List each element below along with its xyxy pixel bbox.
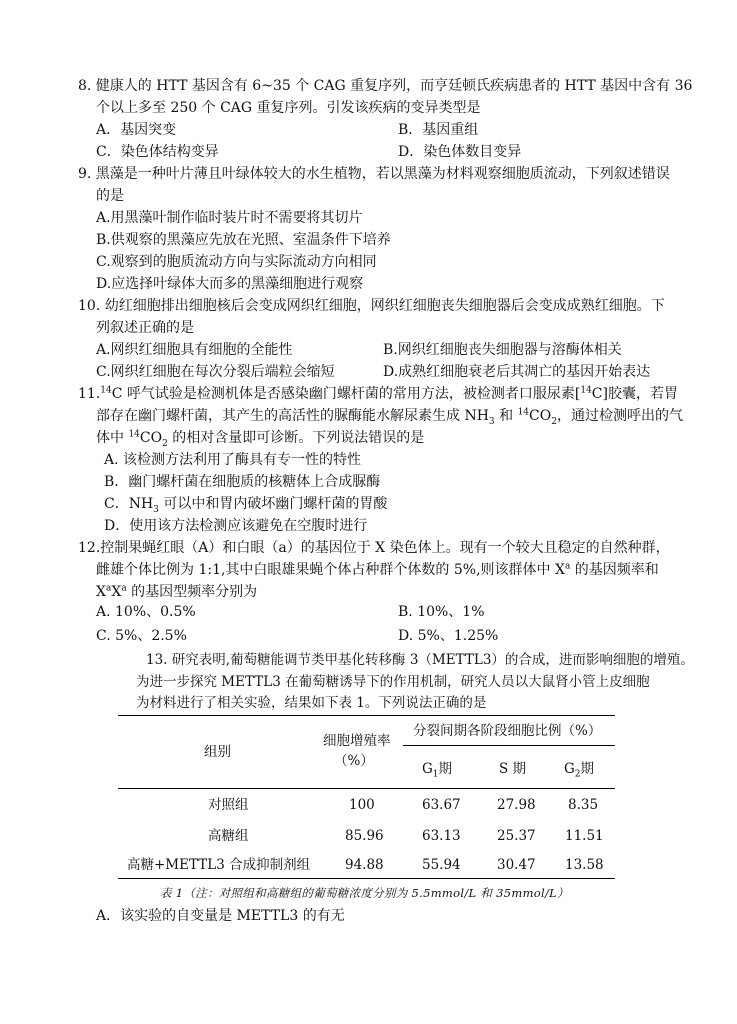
q11-option-b: B．幽门螺杆菌在细胞质的核糖体上合成脲酶 [104,474,381,490]
q13-stem-line1: 13. 研究表明,葡萄糖能调节类甲基化转移酶 3（METTL3）的合成，进而影响细胞的增殖。 [146,652,694,668]
q10-option-d: D.成熟红细胞衰老后其凋亡的基因开始表达 [383,364,651,380]
q12-option-c: C. 5%、2.5% [96,628,187,644]
q11-stem-text: ，通过检测呼出的气 [556,408,683,424]
row-inhibitor-g1: 55.94 [422,857,461,873]
row-control-group: 对照组 [208,797,249,813]
header-g2-suffix: 期 [580,761,595,777]
q9-option-a: A.用黑藻叶制作临时装片时不需要将其切片 [96,210,363,226]
q8-stem-line2: 个以上多至 250 个 CAG 重复序列。引发该疾病的变异类型是 [96,100,481,116]
q8-option-c: C．染色体结构变异 [96,144,219,160]
q12-stem-line2 [96,560,659,580]
subscript: 1 [432,769,439,780]
q12-stem-text: 雌雄个体比例为 1:1,其中白眼雄果蝇个体占种群个体数的 5%,则该群体中 X [96,562,565,578]
q11-stem-text: 体中 [96,430,129,446]
isotope-superscript: 14 [100,385,112,396]
q11-option-d: D．使用该方法检测应该避免在空腹时进行 [104,518,368,534]
allele-superscript: a [121,583,127,594]
q11-stem-line2 [96,406,683,426]
q11-option-c-text: 可以中和胃内破坏幽门螺杆菌的胃酸 [158,496,388,512]
q12-stem-text: X [111,584,122,600]
header-g2-letter: G [564,761,575,777]
header-rate: 细胞增殖率 [323,733,391,749]
q9-option-b: B.供观察的黑藻应先放在光照、室温条件下培养 [96,232,391,248]
q11-stem-text: 和 [494,408,518,424]
header-rate-unit: （%） [334,753,374,769]
allele-superscript: a [105,583,112,594]
q9-stem-line2: 的是 [96,188,124,204]
isotope-superscript: 14 [517,407,530,418]
q11-stem-text: CO [139,430,163,446]
q12-option-b: B. 10%、1% [398,604,485,620]
row-inhibitor-g2: 13.58 [565,857,604,873]
row-inhibitor-s: 30.47 [497,857,536,873]
subscript: 3 [153,504,159,515]
q9-option-c: C.观察到的胞质流动方向与实际流动方向相同 [96,254,377,270]
header-g1-letter: G [422,761,433,777]
row-control-g1: 63.67 [422,797,461,813]
row-highsugar-rate: 85.96 [345,828,384,844]
q11-stem-text: 部存在幽门螺杆菌，其产生的高活性的脲酶能水解尿素生成 NH [96,408,489,424]
header-group: 组别 [204,744,231,760]
q12-stem-line1: 12.控制果蝇红眼（A）和白眼（a）的基因位于 X 染色体上。现有一个较大且稳定的自然种群， [78,540,670,556]
header-g2 [564,760,594,778]
row-highsugar-group: 高糖组 [208,828,249,844]
q11-number: 11. [78,386,101,402]
isotope-superscript: 14 [580,385,592,396]
table-caption: 表 1（注：对照组和高糖组的葡萄糖浓度分别为 5.5mmol/L 和 35mmol/L） [160,886,569,900]
q8-stem-line1: 8. 健康人的 HTT 基因含有 6~35 个 CAG 重复序列，而亨廷顿氏疾病患者的 HTT 基因中含有 36 [78,78,693,94]
q9-stem-line1: 9. 黑藻是一种叶片薄且叶绿体较大的水生植物，若以黑藻为材料观察细胞质流动，下列叙述错误 [78,166,670,182]
subscript: 3 [488,416,495,427]
row-control-s: 27.98 [497,797,536,813]
q13-stem-line3: 为材料进行了相关实验，结果如下表 1。下列说法正确的是 [136,695,487,711]
q8-option-d: D．染色体数目变异 [398,144,522,160]
q12-option-d: D. 5%、1.25% [398,628,499,644]
header-phase: 分裂间期各阶段细胞比例（%） [413,723,602,739]
q10-option-a: A.网织红细胞具有细胞的全能性 [96,342,293,358]
header-s: S 期 [499,761,527,777]
table-bottom-rule [118,878,615,879]
q11-stem-line3 [96,428,424,448]
q11-option-c [104,494,387,514]
q11-stem-line1 [78,384,678,404]
q11-stem-text: C]胶囊，若胃 [591,386,678,402]
row-highsugar-g2: 11.51 [565,828,604,844]
q10-option-b: B.网织红细胞丧失细胞器与溶酶体相关 [383,342,622,358]
row-highsugar-g1: 63.13 [422,828,461,844]
table-top-rule [118,715,615,716]
allele-superscript: a [564,561,571,572]
subscript: 2 [574,769,581,780]
q11-option-c-text: C．NH [104,496,154,512]
q10-stem-line2: 列叙述正确的是 [96,320,194,336]
q10-option-c: C.网织红细胞在每次分裂后端粒会缩短 [96,364,335,380]
row-control-rate: 100 [349,797,375,813]
q9-option-d: D.应选择叶绿体大而多的黑藻细胞进行观察 [96,276,364,292]
table-phase-rule [403,745,615,746]
q12-option-a: A. 10%、0.5% [96,604,196,620]
row-inhibitor-group: 高糖+METTL3 合成抑制剂组 [127,857,311,873]
header-g1-suffix: 期 [438,761,453,777]
header-g1 [422,760,452,778]
q11-stem-text: C 呼气试验是检测机体是否感染幽门螺杆菌的常用方法，被检测者口服尿素[ [111,386,581,402]
q12-stem-text: X [96,584,106,600]
row-inhibitor-rate: 94.88 [345,857,384,873]
row-control-g2: 8.35 [568,797,599,813]
q8-option-b: B．基因重组 [398,122,479,138]
q12-stem-line3 [96,582,257,602]
isotope-superscript: 14 [128,429,140,440]
q13-option-a: A．该实验的自变量是 METTL3 的有无 [96,908,345,924]
q11-stem-text: CO [529,408,552,424]
q11-option-a: A. 该检测方法利用了酶具有专一性的特性 [104,452,362,468]
q12-stem-text: 的基因型频率分别为 [126,584,258,600]
q12-stem-text: 的基因频率和 [570,562,659,578]
q13-stem-line2: 为进一步探究 METTL3 在葡萄糖诱导下的作用机制，研究人员以大鼠肾小管上皮细胞 [136,674,650,690]
subscript: 2 [162,438,168,449]
table-header-rule [118,788,615,789]
subscript: 2 [551,416,557,427]
q11-stem-text: 的相对含量即可诊断。下列说法错误的是 [167,430,425,446]
q8-option-a: A．基因突变 [96,122,177,138]
q10-stem-line1: 10. 幼红细胞排出细胞核后会变成网织红细胞，网织红细胞丧失细胞器后会变成成熟红细胞。下 [78,298,665,314]
row-highsugar-s: 25.37 [497,828,536,844]
